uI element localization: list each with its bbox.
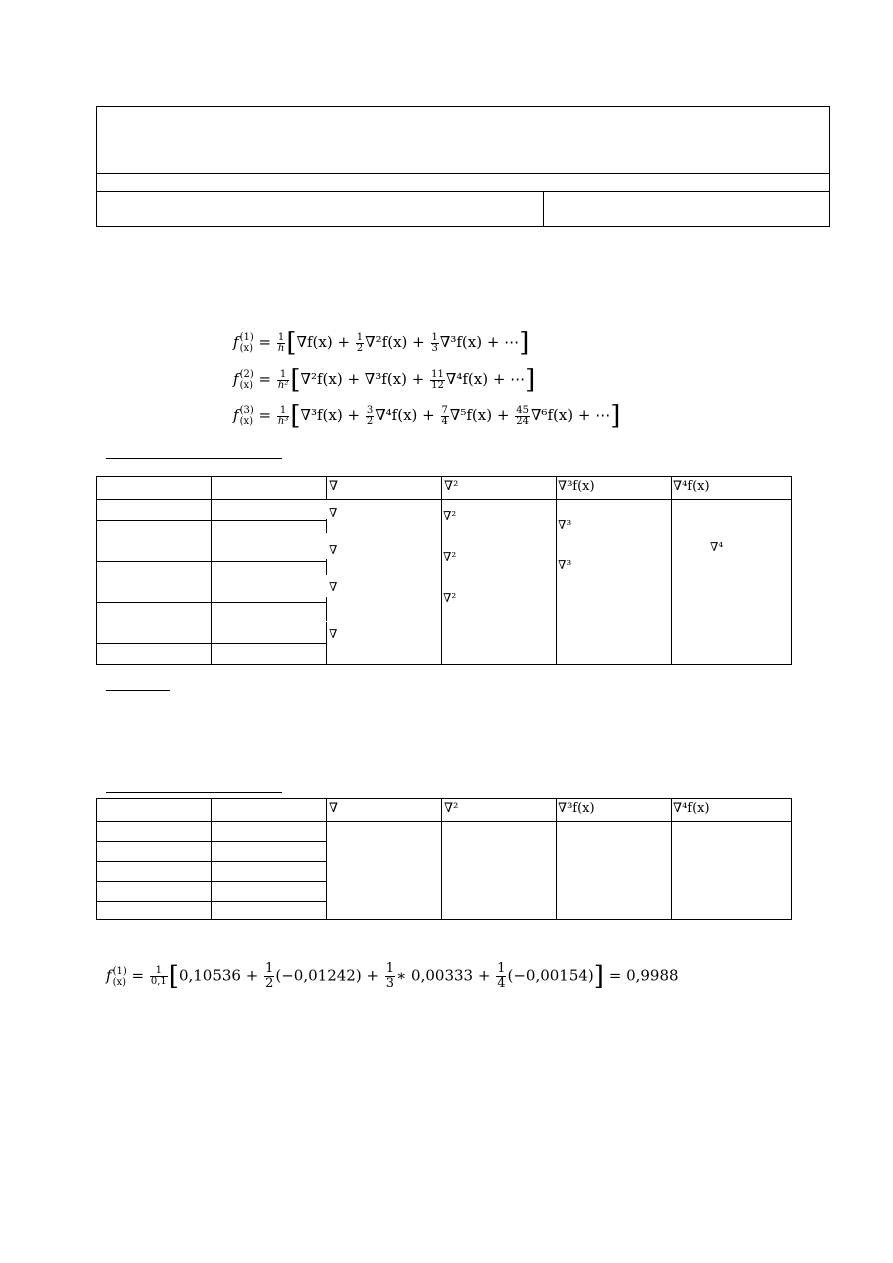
- formula-variable: (x): [112, 976, 127, 988]
- fraction-numerator: 1: [265, 961, 274, 976]
- difference-table-2: [96, 798, 792, 920]
- label-underline: [106, 690, 170, 691]
- fraction-numerator: 1: [277, 370, 289, 381]
- header-column-divider: [543, 191, 544, 226]
- fraction-denominator: 2: [366, 415, 374, 427]
- header-nabla2: ∇²: [444, 479, 459, 494]
- section-heading-underline: [106, 458, 282, 459]
- formula-order: (1): [112, 965, 127, 977]
- equals-sign: =: [258, 333, 272, 351]
- header-nabla3: ∇³f(x): [558, 479, 595, 494]
- formula-term: ∇²f(x) +: [365, 333, 425, 351]
- fraction-numerator: 1: [277, 331, 285, 343]
- formula-second-derivative: f (2) (x) = $\frac{1}{\text{h²}}$ [∇²f(x) + ∇³f(x) + $\frac{11}{12}$ ∇⁴f(x) + ⋯]: [233, 365, 536, 395]
- fraction-denominator: h: [277, 342, 285, 354]
- equals-sign: =: [131, 966, 145, 985]
- formula-lhs: f: [233, 370, 239, 388]
- equals-sign: =: [258, 370, 272, 388]
- formula-term: ∗ 0,00333 +: [396, 966, 491, 985]
- formula-order: (3): [239, 405, 254, 416]
- formula-variable: (x): [239, 416, 254, 427]
- formula-term: ∇⁴f(x) +: [375, 406, 435, 424]
- fraction-denominator: 4: [497, 976, 506, 991]
- header-divider: [97, 191, 829, 192]
- nabla-cell: ∇: [329, 506, 338, 520]
- nabla2-cell: ∇²: [443, 591, 457, 605]
- fraction-denominator: 0,1: [150, 976, 167, 987]
- header-nabla2: ∇²: [444, 801, 459, 816]
- formula-third-derivative: f (3) (x) = $\frac{1}{\text{h³}}$ [∇³f(x) + $\frac{3}{2}$ ∇⁴f(x) + $\frac{7}{4}$ ∇⁵f(x) + $\frac{45}{24}$ ∇⁶f(x) + ⋯]: [233, 401, 621, 431]
- formula-term: ∇²f(x) + ∇³f(x) +: [300, 370, 425, 388]
- fraction-denominator: 2: [356, 342, 364, 354]
- nabla2-cell: ∇²: [443, 509, 457, 523]
- fraction-numerator: 1: [277, 406, 289, 417]
- fraction-numerator: 1: [150, 966, 168, 977]
- formula-variable: (x): [239, 343, 254, 354]
- nabla2-cell: ∇²: [443, 550, 457, 564]
- formula-order: (1): [239, 332, 254, 343]
- fraction-denominator: h³: [277, 415, 289, 427]
- header-nabla: ∇: [329, 479, 339, 494]
- fraction-denominator: 3: [431, 342, 438, 354]
- formula-variable: (x): [239, 380, 254, 391]
- nabla4-cell: ∇⁴: [710, 540, 724, 554]
- fraction-denominator: 3: [385, 976, 395, 991]
- fraction-numerator: 7: [441, 404, 448, 416]
- formula-first-derivative: f (1) (x) = $\frac{1}{h}$ [∇f(x) + $\frac{1}{2}$ ∇²f(x) + $\frac{1}{3}$ ∇³f(x) + ⋯]: [233, 328, 530, 358]
- formula-term: ∇⁴f(x) + ⋯: [445, 370, 526, 388]
- nabla-cell: ∇: [329, 580, 338, 594]
- fraction-denominator: 24: [516, 415, 529, 427]
- formula-term: ∇f(x) +: [296, 333, 351, 351]
- header-nabla: ∇: [329, 801, 339, 816]
- section-heading-underline: [106, 792, 282, 793]
- formula-term: 0,10536 +: [178, 966, 259, 985]
- formula-term: ∇³f(x) + ⋯: [439, 333, 520, 351]
- fraction-numerator: 1: [431, 331, 438, 343]
- fraction-denominator: 2: [265, 976, 274, 991]
- nabla3-cell: ∇³: [558, 558, 572, 572]
- difference-table-1: [96, 476, 792, 665]
- formula-numeric-result: f (1) (x) = $\frac{1}{0,1}$ [0,10536 + $\frac{1}{2}$ (−0,01242) + $\frac{1}{3}$ ∗ 0,00333 + $\frac{1}{4}$ (−0,00154)] = 0,9988: [106, 961, 679, 992]
- nabla-cell: ∇: [329, 627, 338, 641]
- fraction-numerator: 3: [366, 404, 374, 416]
- formula-lhs: f: [233, 333, 239, 351]
- fraction-numerator: 1: [356, 331, 364, 343]
- nabla-cell: ∇: [329, 543, 338, 557]
- formula-term: (−0,01242) +: [275, 966, 380, 985]
- fraction-numerator: 11: [431, 368, 444, 380]
- fraction-numerator: 1: [497, 961, 506, 976]
- formula-term: ∇³f(x) +: [300, 406, 361, 424]
- header-frame: [96, 106, 830, 227]
- header-nabla3: ∇³f(x): [558, 801, 595, 816]
- header-divider: [97, 173, 829, 174]
- fraction-denominator: 12: [431, 379, 444, 391]
- header-nabla4: ∇⁴f(x): [673, 801, 710, 816]
- fraction-denominator: h²: [277, 379, 289, 391]
- nabla3-cell: ∇³: [558, 518, 572, 532]
- formula-term: (−0,00154): [507, 966, 594, 985]
- equals-sign: =: [258, 406, 272, 424]
- formula-order: (2): [239, 369, 254, 380]
- fraction-numerator: 1: [385, 961, 395, 976]
- formula-lhs: f: [106, 966, 112, 985]
- formula-lhs: f: [233, 406, 239, 424]
- formula-result: = 0,9988: [608, 966, 679, 985]
- header-nabla4: ∇⁴f(x): [673, 479, 710, 494]
- formula-term: ∇⁵f(x) +: [449, 406, 510, 424]
- fraction-denominator: 4: [441, 415, 448, 427]
- formula-term: ∇⁶f(x) + ⋯: [530, 406, 611, 424]
- fraction-numerator: 45: [516, 404, 529, 416]
